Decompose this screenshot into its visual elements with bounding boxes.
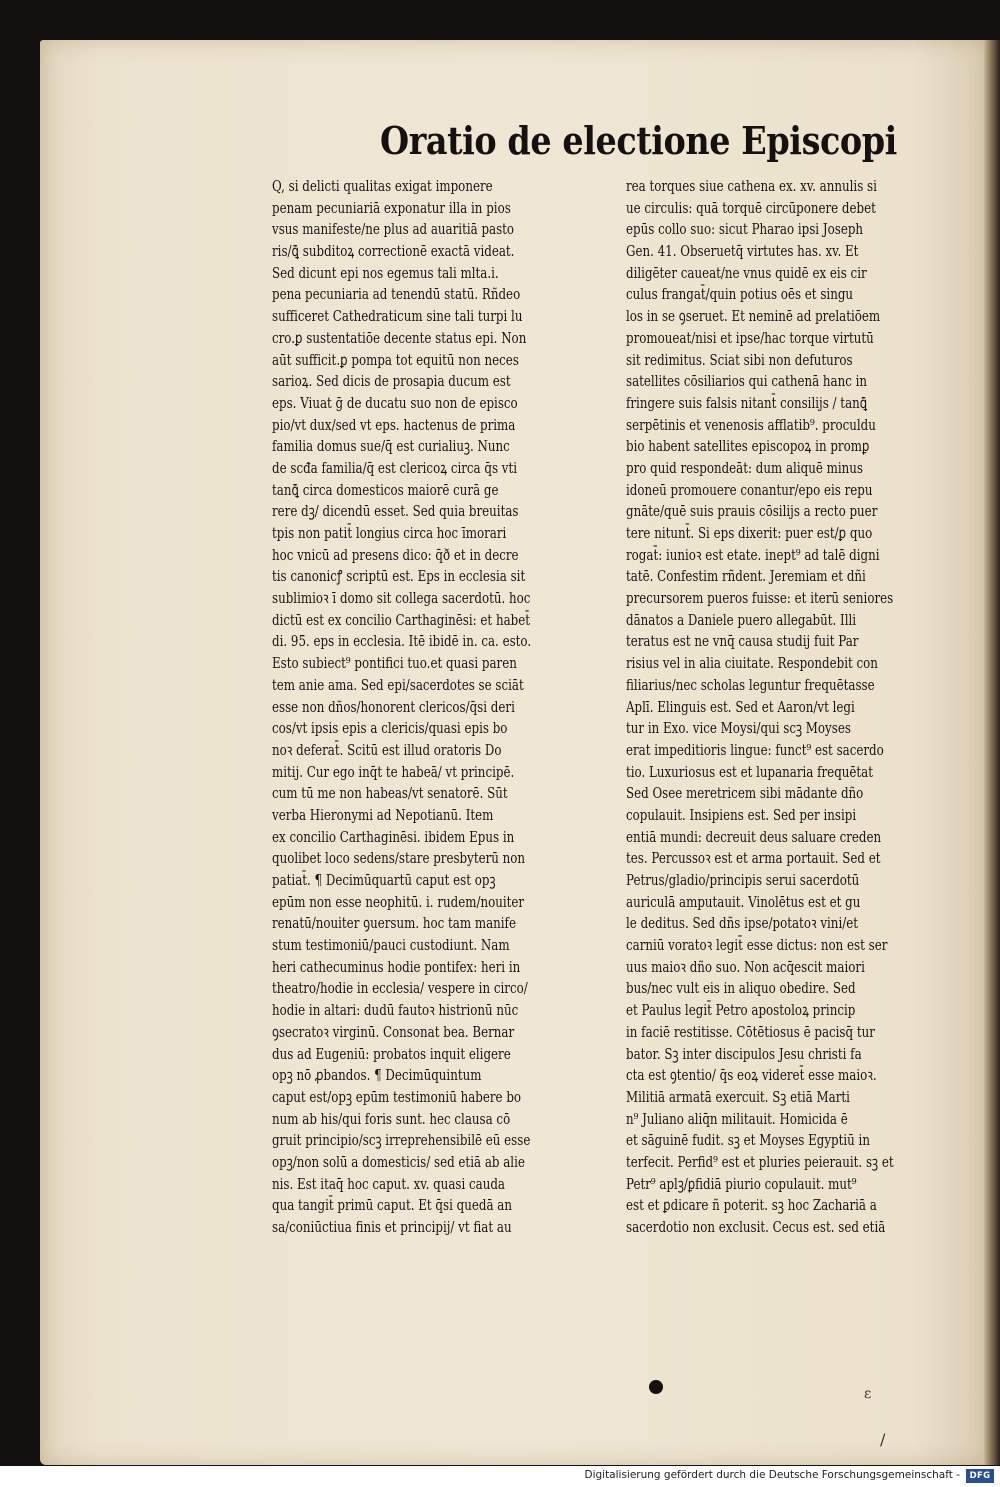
text-line: heri cathecuminus hodie pontifex: heri in (272, 957, 521, 976)
text-line: auriculā amputauit. Vinolētus est et gu (626, 892, 861, 911)
text-line: Q, si delicti qualitas exigat imponere (272, 177, 493, 195)
left-text-column (272, 176, 602, 1239)
text-line: opꝫ nō ꝓbandos. ¶ Decimūquintum (272, 1066, 482, 1085)
text-line: entiā mundi: decreuit deus saluare creden (626, 827, 882, 846)
text-line: sarioꝝ. Sed dicis de prosapia ducum est (272, 372, 511, 391)
text-line: esse non dños/honorent clericos/q̄si deri (272, 697, 515, 716)
footer-bar (0, 1466, 1000, 1487)
text-line: qua tangit̄ primū caput. Et q̄si quedā an (272, 1196, 512, 1215)
text-line: eps. Viuat ḡ de ducatu suo non de episco (272, 393, 518, 412)
text-line: tanꝗ̄ circa domesticos maiorē curā ge (272, 480, 499, 499)
text-line: Sed Osee meretricem sibi mādante dño (626, 784, 864, 803)
footer-credit: Digitalisierung gefördert durch die Deutsche Forschungsgemeinschaft - (584, 1469, 960, 1481)
text-line: tpis non patit̄ longius circa hoc īmorari (272, 524, 507, 542)
text-line: opꝫ/non solū a domesticis/ sed etiā ab alie (272, 1152, 525, 1171)
text-line: tatē. Confestim rñdent. Jeremiam et dñi (626, 567, 866, 586)
text-line: de scđa familia/q̄ est clericoꝝ circa q̄s vti (272, 458, 518, 477)
text-line: cro.ꝑ sustentatiōe decente status epi. Non (272, 328, 527, 347)
text-line: in faciē restitisse. Cōtētiosus ē pacisq̄ tur (626, 1022, 875, 1041)
text-line: bator. Sꝫ inter discipulos Jesu christi fa (626, 1044, 862, 1063)
text-line: verba Hieronymi ad Nepotianū. Item (272, 805, 494, 824)
text-line: erat impeditioris lingue: funct⁹ est sacerdo (626, 740, 884, 759)
text-line: bio habent satellites episcopoꝝ in promꝑ (626, 437, 870, 456)
right-text-column (626, 176, 956, 1239)
text-line: risius vel in alia ciuitate. Respondebit con (626, 654, 878, 673)
text-line: ue circulis: quā torquē circūponere debet (626, 198, 876, 217)
page-edge (984, 40, 1000, 1465)
text-line: noꝛ deferat̄. Scitū est illud oratoris Do (272, 740, 502, 759)
text-line: patiat̄. ¶ Decimūquartū caput est opꝫ (272, 871, 496, 889)
text-line: sa/coniūctiua finis et principij/ vt fiat au (272, 1218, 512, 1236)
text-line: uus maioꝛ dño suo. Non acq̄escit maiori (626, 957, 865, 976)
text-line: satellites cōsiliarios qui cathenā hanc in (626, 372, 868, 391)
text-line: vsus manifeste/ne plus ad auaritiā pasto (272, 220, 515, 239)
text-line: n⁹ Juliano aliq̄n militauit. Homicida ē (626, 1109, 848, 1128)
text-line: cos/vt ipsis epis a clericis/quasi epis bo (272, 719, 508, 738)
text-line: filiarius/nec scholas leguntur frequētasse (626, 675, 875, 694)
text-line: dictū est ex concilio Carthaginēsi: et habet̄ (272, 610, 530, 629)
text-line: est et ꝑdicare ñ poterit. sꝫ hoc Zachariā a (626, 1196, 877, 1215)
text-line: Esto subiect⁹ pontifici tuo.et quasi paren (272, 654, 517, 673)
text-line: stum testimoniū/pauci custodiunt. Nam (272, 936, 510, 955)
text-line: gnāte/quē suis prauis cōsilijs a recto puer (626, 502, 878, 521)
text-line: theatro/hodie in ecclesia/ vespere in circo/ (272, 979, 528, 998)
dfg-logo-icon[interactable]: DFG (966, 1469, 994, 1483)
text-line: sublimioꝛ ī domo sit collega sacerdotū. hoc (272, 589, 531, 608)
page-title: Oratio de electione Episcopi (380, 118, 897, 163)
text-line: precursorem pueros fuisse: et iterū seniores (626, 589, 894, 608)
text-line: hoc vnicū ad presens dico: q̄ð et in decre (272, 545, 519, 564)
text-line: Aplī. Elinguis est. Sed et Aaron/vt legi (626, 697, 855, 716)
text-line: ris/ꝗ̄ subditoꝝ correctionē exactā videat. (272, 242, 515, 261)
text-line: idoneū promouere conantur/epo eis repu (626, 480, 873, 499)
text-line: rogat̄: iunioꝛ est etate. inept⁹ ad talē digni (626, 545, 880, 564)
text-line: copulauit. Insipiens est. Sed per insipi (626, 805, 857, 824)
text-line: Sed dicunt epi nos egemus tali mlta.i. (272, 263, 499, 282)
text-line: los in se ꝯseruet. Et neminē ad prelatiōem (626, 307, 881, 326)
text-line: Gen. 41. Obseruetq̄ virtutes has. xv. Et (626, 242, 859, 261)
text-line: Militiā armatā exercuit. Sꝫ etiā Marti (626, 1087, 850, 1106)
text-line: Petr⁹ aplꝫ/ꝑfidiā piurio copulauit. mut⁹ (626, 1174, 857, 1193)
text-line: epūs collo suo: sicut Pharao ipsi Joseph (626, 220, 864, 239)
text-line: sufficeret Cathedraticum sine tali turpi lu (272, 307, 523, 326)
text-line: bus/nec vult eis in aliquo obedire. Sed (626, 979, 856, 998)
text-line: dus ad Eugeniū: probatos inquit eligere (272, 1044, 511, 1063)
text-line: familia domus sue/q̄ est curialiuꝫ. Nunc (272, 437, 510, 456)
text-line: teratus est ne vnq̄ causa studij fuit Par (626, 632, 859, 651)
text-line: renatū/nouiter ꝯuersum. hoc tam manife (272, 914, 516, 933)
text-line: penam pecuniariā exponatur illa in pios (272, 198, 511, 217)
ink-dot (649, 1380, 663, 1394)
text-line: tis canonicꝭ scriptū est. Eps in ecclesia sit (272, 567, 526, 586)
marginal-mark: ε (864, 1386, 872, 1402)
text-line: cum tū me non habeas/vt senatorē. Sūt (272, 784, 508, 803)
text-line: rere dꝫ/ dicendū esset. Sed quia breuitas (272, 502, 519, 521)
text-line: cta est ꝯtentio/ q̄s eoꝝ videret̄ esse maioꝛ. (626, 1066, 877, 1085)
text-line: serpētinis et venenosis afflatib⁹. proculdu (626, 415, 876, 434)
text-line: et sāguinē fudit. sꝫ et Moyses Egyptiū in (626, 1131, 870, 1150)
text-line: aūt sufficit.ꝑ pompa tot equitū non neces (272, 350, 519, 369)
text-line: pio/vt dux/sed vt eps. hactenus de prima (272, 415, 516, 434)
text-line: ex concilio Carthaginēsi. ibidem Epus in (272, 827, 515, 846)
text-line: hodie in altari: dudū fautoꝛ histrionū nūc (272, 1001, 519, 1020)
text-line: quolibet loco sedens/stare presbyterū non (272, 849, 526, 868)
marginal-slash-mark: / (880, 1430, 886, 1449)
text-line: culus frangat̄/quin potius oēs et singu (626, 285, 854, 304)
text-line: diligēter caueat/ne vnus quidē ex eis cir (626, 263, 867, 282)
text-line: sit redimitus. Sciat sibi non defuturos (626, 350, 853, 369)
text-line: gruit principio/scꝫ irreprehensibilē eū esse (272, 1131, 531, 1150)
text-line: mitij. Cur ego inq̄t te habeā/ vt principē. (272, 762, 515, 781)
text-line: sacerdotio non exclusit. Cecus est. sed etiā (626, 1218, 886, 1236)
text-line: num ab his/qui foris sunt. hec clausa cō (272, 1109, 511, 1128)
text-line: ꝯsecratoꝛ virginū. Consonat bea. Bernar (272, 1022, 515, 1041)
text-line: pena pecuniaria ad tenendū statū. Rñdeo (272, 285, 521, 304)
text-line: tur in Exo. vice Moysi/qui scꝫ Moyses (626, 719, 851, 738)
text-line: carniū voratoꝛ legit̄ esse dictus: non est ser (626, 936, 888, 955)
text-line: et Paulus legit̄ Petro apostoloꝝ princip (626, 1001, 856, 1020)
text-line: terfecit. Perfid⁹ est et pluries peierauit. sꝫ et (626, 1152, 894, 1171)
text-line: Petrus/gladio/principis serui sacerdotū (626, 871, 860, 889)
text-line: tere nitunt̄. Si eps dixerit: puer est/ꝑ quo (626, 524, 873, 542)
text-line: tem anie ama. Sed epi/sacerdotes se sciāt (272, 675, 524, 694)
text-line: di. 95. eps in ecclesia. Itē ibidē in. ca. esto. (272, 632, 532, 651)
text-line: dānatos a Daniele puero allegabūt. Illi (626, 610, 857, 629)
text-line: rea torques siue cathena ex. xv. annulis si (626, 177, 877, 195)
text-line: tio. Luxuriosus est et lupanaria frequētat (626, 762, 874, 781)
text-line: promoueat/nisi et ipse/hac torque virtutū (626, 328, 874, 347)
text-line: caput est/opꝫ epūm testimoniū habere bo (272, 1087, 522, 1106)
text-line: nis. Est itaq̄ hoc caput. xv. quasi cauda (272, 1174, 505, 1193)
text-line: tes. Percussoꝛ est et arma portauit. Sed et (626, 849, 881, 868)
text-line: fringere suis falsis nitant̄ consilijs / tanꝗ̄ (626, 393, 868, 412)
text-line: pro quid respondeāt: dum aliquē minus (626, 458, 863, 477)
text-line: le deditus. Sed dñs ipse/potatoꝛ vini/et (626, 914, 859, 933)
text-line: epūm non esse neophitū. i. rudem/nouiter (272, 892, 525, 911)
